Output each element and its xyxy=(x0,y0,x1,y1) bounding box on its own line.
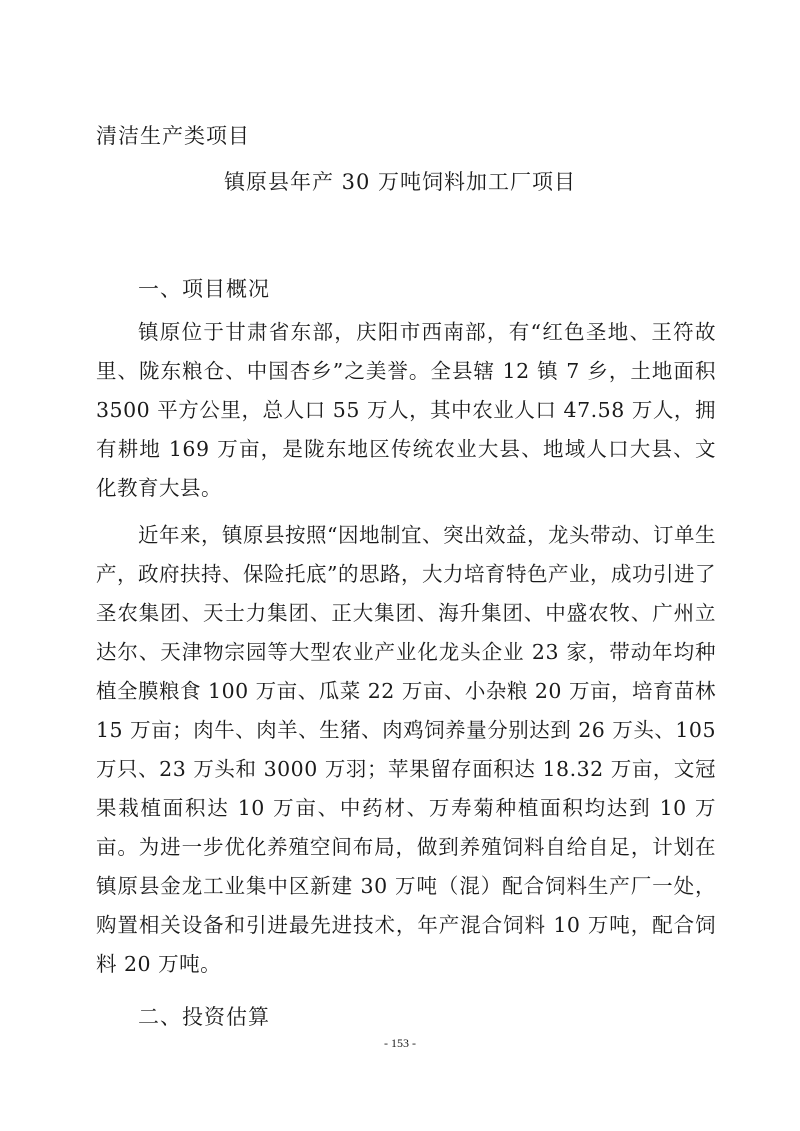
project-title: 镇原县年产 30 万吨饲料加工厂项目 xyxy=(223,170,577,194)
overview-paragraph-2: 近年来，镇原县按照“因地制宜、突出效益，龙头带动、订单生产，政府扶持、保险托底”的思路，大力培育特色产业，成功引进了圣农集团、天士力集团、正大集团、海升集团、中盛农牧、广州立达尔、天津物宗园等大型农业产业化龙头企业 23 家，带动年均种植全膜粮食 100 万亩、瓜菜 22 万亩、小杂粮 20 万亩，培育苗林 15 万亩；肉牛、肉羊、生猪、肉鸡饲养量分别达到 26 万头、105 万只、23 万头和 3000 万羽；苹果留存面积达 18.32 万亩，文冠果栽植面积达 10 万亩、中药材、万寿菊种植面积均达到 10 万亩。为进一步优化养殖空间布局，做到养殖饲料自给自足，计划在镇原县金龙工业集中区新建 30 万吨（混）配合饲料生产厂一处，购置相关设备和引进最先进技术，年产混合饲料 10 万吨，配合饲料 20 万吨。 xyxy=(96,523,716,976)
category-label: 清洁生产类项目 xyxy=(96,124,250,148)
document-body xyxy=(96,270,716,1037)
section-heading-investment: 二、投资估算 xyxy=(138,1005,270,1029)
overview-paragraph-1: 镇原位于甘肃省东部，庆阳市西南部，有“红色圣地、王符故里、陇东粮仓、中国杏乡”之美誉。全县辖 12 镇 7 乡，土地面积 3500 平方公里，总人口 55 万人，其中农业人口 47.58 万人，拥有耕地 169 万亩，是陇东地区传统农业大县、地域人口大县、文化教育大县。 xyxy=(96,320,716,500)
section-heading-overview: 一、项目概况 xyxy=(138,277,270,301)
page-number: - 153 - xyxy=(384,1036,416,1050)
